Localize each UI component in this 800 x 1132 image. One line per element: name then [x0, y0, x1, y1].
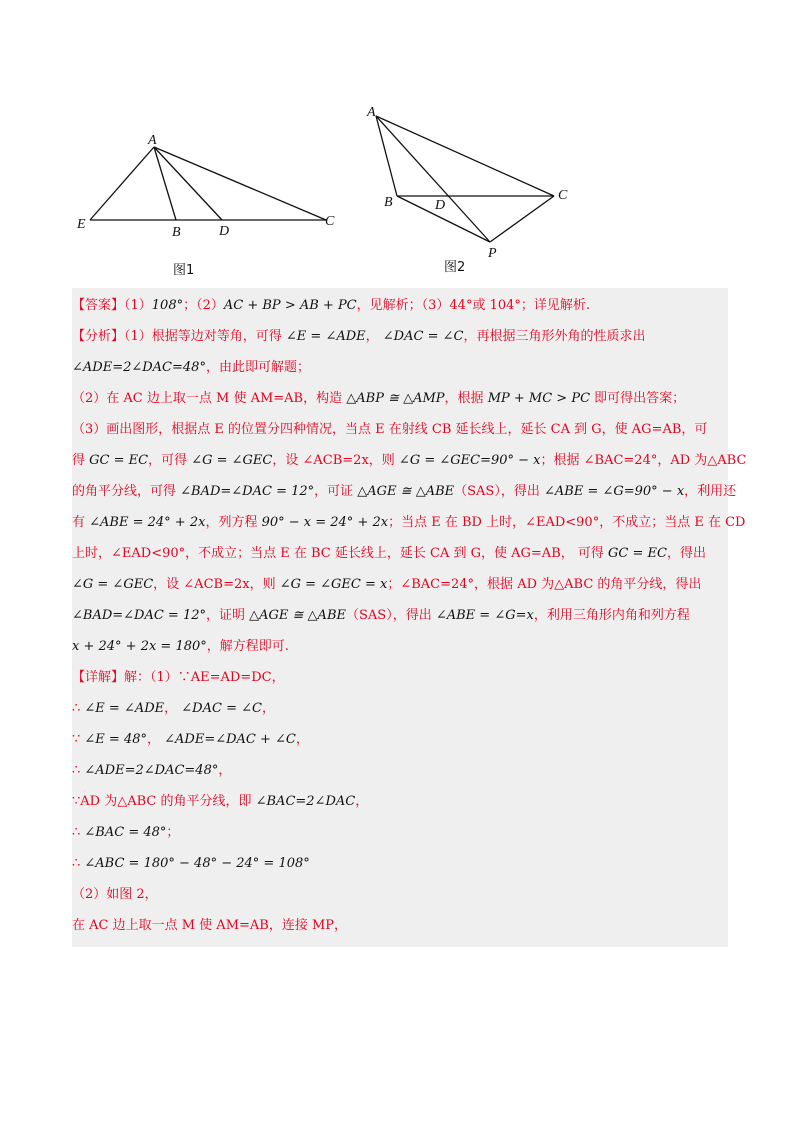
math-expression: ∠G = ∠GEC=90° − x [398, 453, 541, 468]
text-run: ，利用还 [684, 484, 737, 499]
text-run: （3）画出图形，根据点 E 的位置分四种情况，当点 E 在射线 CB 延长线上，延长 CA 到 G，使 AG=AB，可 [72, 422, 708, 437]
solution-line [72, 414, 728, 445]
text-run: ， [261, 701, 275, 716]
solution-line [72, 786, 728, 817]
segment-cp-2 [490, 196, 554, 242]
figure-1 [90, 147, 326, 220]
math-expression: ∠ABC = 180° − 48° − 24° = 108° [84, 856, 310, 871]
segment-ac [154, 147, 326, 220]
text-run: ，可证 [314, 484, 358, 499]
text-run: ∵AD 为△ABC 的角平分线，即 [72, 794, 256, 809]
fig2-label-c: C [558, 188, 568, 203]
segment-ae [90, 147, 154, 220]
math-expression: ∠BAD=∠DAC = 12° [180, 484, 315, 499]
text-run: ，利用三角形内角和列方程 [533, 608, 690, 623]
text-run: 的角平分线，可得 [72, 484, 181, 499]
math-expression: ∠E = ∠ADE [84, 701, 165, 716]
fig1-caption: 图1 [173, 263, 195, 278]
text-run: 得 [72, 453, 90, 468]
text-run: 即可得出答案； [590, 391, 686, 406]
math-expression: ∠ABE = ∠G=x [435, 608, 534, 623]
solution-line [72, 631, 728, 662]
solution-line [72, 600, 728, 631]
text-run: 有 [72, 515, 90, 530]
math-expression: ∠ABE = ∠G=90° − x [543, 484, 685, 499]
text-run: ；∠BAC=24°，根据 AD 为△ABC 的角平分线，得出 [387, 577, 702, 592]
text-run: ，证明 [206, 608, 250, 623]
solution-line [72, 352, 728, 383]
math-expression: △AGE ≅ △ABE [357, 484, 455, 499]
fig2-caption: 图2 [444, 260, 466, 275]
text-run: ∴ [72, 825, 85, 840]
math-expression: ∠ADE=2∠DAC=48° [72, 360, 206, 375]
solution-line [72, 848, 728, 879]
text-run: ；（2） [183, 298, 224, 313]
math-expression: ∠G = ∠GEC = x [279, 577, 388, 592]
fig2-label-p: P [488, 246, 497, 261]
text-run: （SAS），得出 [454, 484, 544, 499]
math-expression: MP + MC > PC [487, 391, 591, 406]
math-expression: ∠BAC=2∠DAC [255, 794, 356, 809]
math-expression: ∠ADE=∠DAC + ∠C [164, 732, 296, 747]
text-run: 在 AC 边上取一点 M 使 AM=AB，连接 MP， [72, 918, 348, 933]
math-expression: x + 24° + 2x = 180° [72, 639, 207, 654]
math-expression: △AGE ≅ △ABE [249, 608, 346, 623]
math-expression: ∠E = ∠ADE [285, 329, 366, 344]
math-expression: ∠G = ∠GEC [191, 453, 273, 468]
solution-line [72, 383, 728, 414]
segment-ad [154, 147, 222, 220]
solution-text [72, 288, 747, 947]
figure-2 [376, 116, 554, 242]
text-run: ，再根据三角形外角的性质求出 [463, 329, 646, 344]
fig1-label-a: A [148, 133, 157, 148]
fig1-label-d: D [219, 224, 230, 239]
solution-line [72, 321, 728, 352]
fig2-label-b: B [384, 195, 393, 210]
text-run: ，列方程 [205, 515, 262, 530]
text-run: ∴ [72, 856, 85, 871]
solution-line [72, 538, 728, 569]
text-run: ，设 ∠ACB=2x，则 [272, 453, 399, 468]
fig2-label-d: D [435, 198, 446, 213]
text-run: ， [147, 732, 165, 747]
text-run: ；当点 E 在 BD 上时，∠EAD<90°，不成立；当点 E 在 CD [388, 515, 746, 530]
solution-line [72, 693, 728, 724]
text-run: ，可得 [148, 453, 192, 468]
solution-line [72, 910, 728, 941]
math-expression: 90° − x = 24° + 2x [261, 515, 389, 530]
text-run: ∴ [72, 763, 85, 778]
fig2-label-a: A [367, 105, 376, 120]
text-run: ， [365, 329, 383, 344]
fig1-label-e: E [77, 217, 86, 232]
geometry-figures [72, 96, 728, 286]
fig1-label-b: B [172, 225, 181, 240]
math-expression: ∠ADE=2∠DAC=48° [84, 763, 219, 778]
text-run: ， [218, 763, 232, 778]
segment-ac-2 [376, 116, 554, 196]
text-run: （SAS），得出 [346, 608, 436, 623]
text-run: ； [166, 825, 180, 840]
solution-line [72, 817, 728, 848]
text-run: ， [164, 701, 182, 716]
fig1-label-c: C [325, 214, 335, 229]
math-expression: GC = EC [89, 453, 149, 468]
text-run: （2）如图 2， [72, 887, 158, 902]
text-run: 【答案】（1） [72, 298, 152, 313]
math-expression: △ABP ≅ △AMP [346, 391, 445, 406]
math-expression: AC + BP > AB + PC [223, 298, 357, 313]
math-expression: ∠DAC = ∠C [181, 701, 262, 716]
text-run: ，由此即可解题； [205, 360, 310, 375]
math-expression: GC = EC [608, 546, 667, 561]
text-run: ， [355, 794, 369, 809]
solution-line [72, 476, 737, 507]
solution-line [72, 507, 746, 538]
solution-line [72, 569, 728, 600]
solution-line [72, 290, 728, 321]
text-run: ，见解析；（3）44°或 104°；详见解析. [356, 298, 591, 313]
solution-line [72, 445, 747, 476]
solution-line [72, 662, 728, 693]
text-run: ∴ [72, 701, 85, 716]
text-run: ， [295, 732, 309, 747]
text-run: 【分析】（1）根据等边对等角，可得 [72, 329, 286, 344]
solution-line [72, 755, 728, 786]
text-run: 【详解】解：（1）∵AE=AD=DC， [72, 670, 285, 685]
figures-area [72, 96, 728, 286]
text-run: （2）在 AC 边上取一点 M 使 AM=AB，构造 [72, 391, 347, 406]
text-run: ，解方程即可. [206, 639, 289, 654]
math-expression: ∠BAC = 48° [84, 825, 167, 840]
math-expression: ∠E = 48° [84, 732, 147, 747]
math-expression: 108° [151, 298, 184, 313]
text-run: ，设 ∠ACB=2x，则 [153, 577, 280, 592]
text-run: ，得出 [666, 546, 706, 561]
math-expression: ∠DAC = ∠C [382, 329, 464, 344]
text-run: ，根据 [444, 391, 488, 406]
math-expression: ∠BAD=∠DAC = 12° [72, 608, 206, 623]
math-expression: ∠ABE = 24° + 2x [89, 515, 206, 530]
text-run: ；根据 ∠BAC=24°，AD 为△ABC [540, 453, 747, 468]
solution-line [72, 879, 728, 910]
text-run: ∵ [72, 732, 85, 747]
math-expression: ∠G = ∠GEC [72, 577, 154, 592]
text-run: 上时，∠EAD<90°，不成立；当点 E 在 BC 延长线上，延长 CA 到 G，使 AG=AB， 可得 [72, 546, 609, 561]
solution-line [72, 724, 728, 755]
